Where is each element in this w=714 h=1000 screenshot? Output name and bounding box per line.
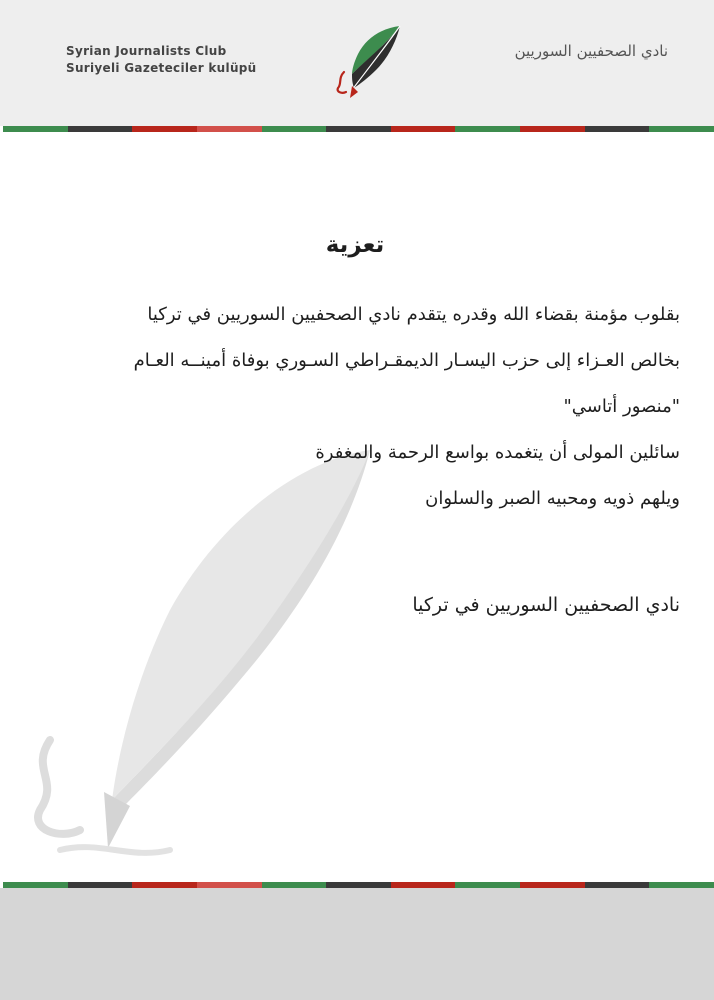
letter-line: سائلين المولى أن يتغمده بواسع الرحمة والمغفرة bbox=[315, 442, 680, 463]
condolence-letter bbox=[30, 232, 680, 616]
deceased-name: "منصور أتاسي" bbox=[563, 396, 680, 417]
letter-signature: نادي الصحفيين السوريين في تركيا bbox=[412, 594, 680, 616]
club-name-arabic: نادي الصحفيين السوريين bbox=[514, 42, 668, 60]
letter-line: بخالص العـزاء إلى حزب اليسـار الديمقـراطي السـوري بوفاة أمينــه العـام bbox=[133, 350, 680, 371]
club-name-turkish: Suriyeli Gazeteciler kulüpü bbox=[66, 61, 257, 75]
letter-line: ويلهم ذويه ومحبيه الصبر والسلوان bbox=[425, 488, 680, 509]
letter-title: تعزية bbox=[325, 232, 385, 258]
club-name-latin bbox=[66, 43, 257, 77]
quill-pen-icon bbox=[330, 22, 404, 102]
header-color-stripe bbox=[3, 126, 714, 132]
letterhead bbox=[0, 0, 714, 126]
letter-line: بقلوب مؤمنة بقضاء الله وقدره يتقدم نادي الصحفيين السوريين في تركيا bbox=[147, 304, 680, 325]
club-name-english: Syrian Journalists Club bbox=[66, 44, 227, 58]
page-footer bbox=[0, 888, 714, 1000]
